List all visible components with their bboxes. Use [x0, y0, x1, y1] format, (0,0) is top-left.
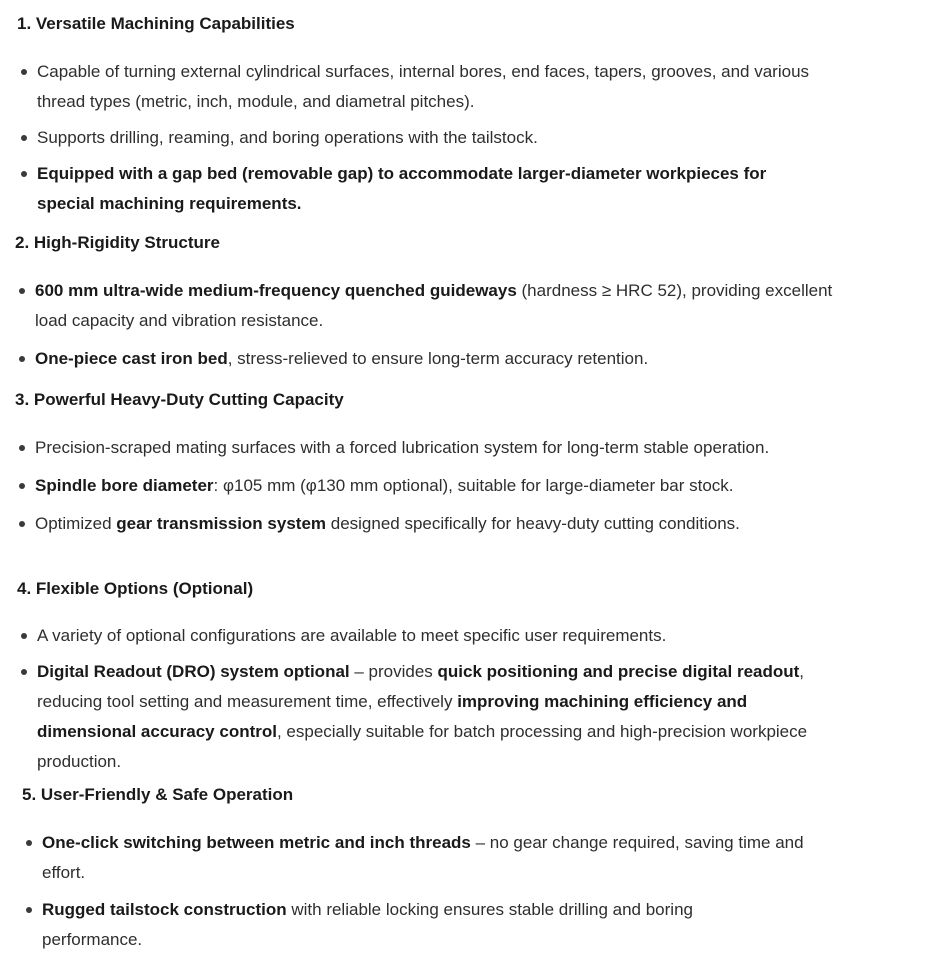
bullet-list [15, 276, 835, 374]
section-heading: 3. Powerful Heavy-Duty Cutting Capacity [15, 390, 344, 409]
bullet-icon [21, 633, 27, 639]
bullet-list [15, 433, 815, 539]
section-heading: 1. Versatile Machining Capabilities [17, 14, 295, 33]
section-heading: 5. User-Friendly & Safe Operation [22, 785, 294, 804]
list-item: Supports drilling, reaming, and boring operations with the tailstock. [17, 123, 817, 153]
bullet-icon [26, 907, 32, 913]
bullet-icon [21, 69, 27, 75]
bullet-icon [19, 445, 25, 451]
bullet-icon [19, 288, 25, 294]
bullet-icon [21, 135, 27, 141]
bullet-list [17, 57, 817, 219]
list-item: A variety of optional configurations are available to meet specific user requirements. [17, 621, 817, 651]
list-item: 600 mm ultra-wide medium-frequency quenched guideways (hardness ≥ HRC 52), providing excellent load capacity and vibration resistance. [15, 276, 835, 336]
bullet-icon [19, 356, 25, 362]
list-item: One-click switching between metric and inch threads – no gear change required, saving time and effort. [22, 828, 822, 888]
bullet-icon [19, 521, 25, 527]
list-item: Optimized gear transmission system designed specifically for heavy-duty cutting conditions. [15, 509, 815, 539]
list-item: Digital Readout (DRO) system optional – provides quick positioning and precise digital readout, reducing tool setting and measurement time, effectively improving machining efficiency and dimensional accuracy control, especially suitable for batch processing and high-precision workpiece production. [17, 657, 822, 777]
bullet-icon [21, 171, 27, 177]
bullet-list [22, 828, 822, 955]
section-heading: 2. High-Rigidity Structure [15, 233, 220, 252]
list-item: Spindle bore diameter: φ105 mm (φ130 mm optional), suitable for large-diameter bar stock. [15, 471, 815, 501]
section-heading: 4. Flexible Options (Optional) [17, 579, 254, 598]
bullet-icon [19, 483, 25, 489]
bullet-icon [26, 840, 32, 846]
bullet-icon [21, 669, 27, 675]
bullet-list [17, 621, 817, 777]
list-item: Equipped with a gap bed (removable gap) to accommodate larger-diameter workpieces for special machining requirements. [17, 159, 797, 219]
list-item: One-piece cast iron bed, stress-relieved to ensure long-term accuracy retention. [15, 344, 835, 374]
list-item: Rugged tailstock construction with reliable locking ensures stable drilling and boring performance. [22, 895, 782, 955]
list-item: Capable of turning external cylindrical surfaces, internal bores, end faces, tapers, grooves, and various thread types (metric, inch, module, and diametral pitches). [17, 57, 817, 117]
list-item: Precision-scraped mating surfaces with a forced lubrication system for long-term stable operation. [15, 433, 795, 463]
